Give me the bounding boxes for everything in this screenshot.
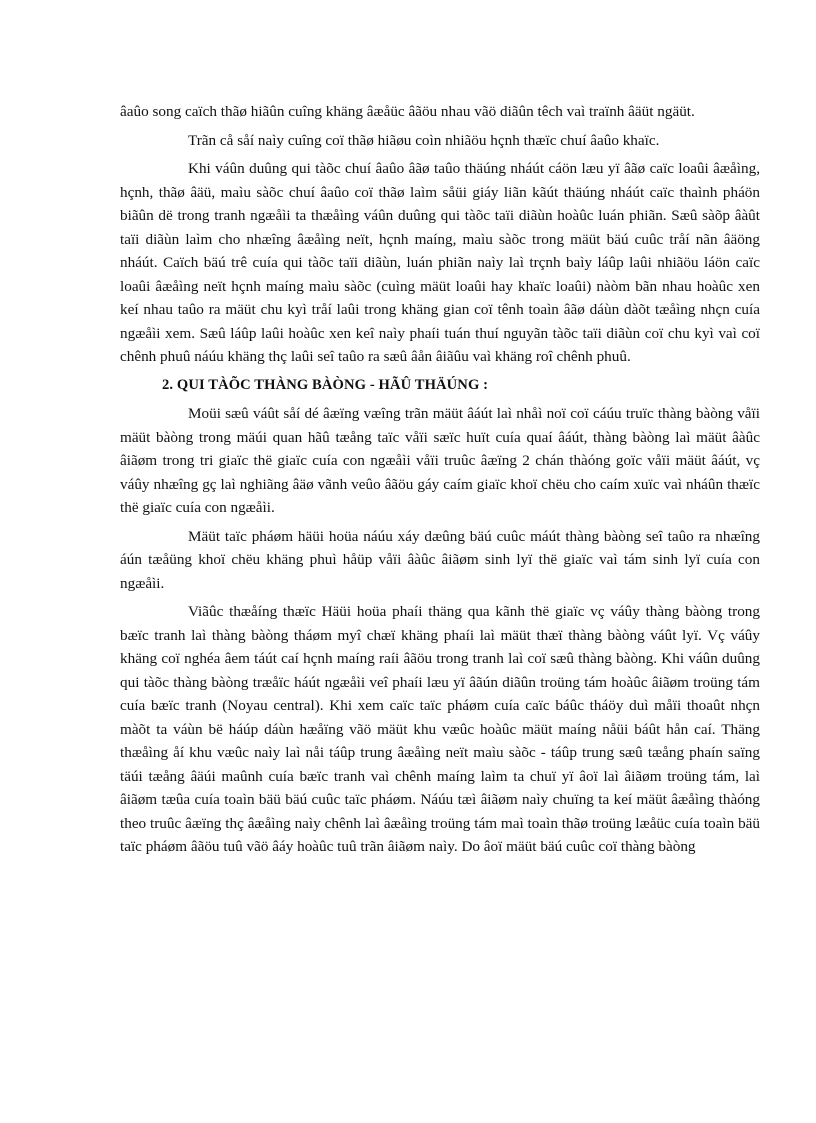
paragraph-unbalanced-composition: Mäüt taïc pháøm häüi hoüa náúu xáy dæûng bäú cuûc máút thàng bàòng seî taûo ra nhæîng áún tæåüng khoï chëu khäng phuì håüp våïi âàûc âiãøm sinh lyï thë giaïc vaì tám sinh lyï cuía con ngæåìi. xyxy=(120,527,760,592)
paragraph-main-principle-note: Trãn cå såí naìy cuîng coï thãø hiãøu coìn nhiãöu hçnh thæïc chuí âaûo khaïc. xyxy=(188,131,660,149)
paragraph-balance-gravity: Moüi sæû váût såí dé âæïng væîng trãn mäüt âáút laì nhåì noï coï cáúu truïc thàng bàòng våïi mäüt bàòng trong mäúi quan hãû tæång taïc våïi sæïc huït cuía quaí âáút, thàng bàòng laì mäüt âàûc âiãøm trong tri giaïc thë giaïc cuía con ngæåìi våïi truûc âæïng 2 chán thàóng goïc våïi mäüt âáút, vç váûy nhæîng gç laì nghiãng âäø vãnh veûo âãöu gáy caím giaïc khoï chëu cho caím xuïc vaì nháûn thæïc thë giaïc cuía con ngæåìi. xyxy=(120,405,760,516)
document-page xyxy=(120,100,760,864)
section-heading-balance-system: 2. QUI TÀÕC THÀNG BÀÒNG - HÃÛ THÄÚNG : xyxy=(162,376,489,393)
paragraph-visual-balance: Viãûc thæåíng thæïc Häüi hoüa phaíi thäng qua kãnh thë giaïc vç váûy thàng bàòng trong bæïc tranh laì thàng bàòng tháøm myî chæï khäng phaíi laì mäüt thæï thàng bàòng váût lyï. Vç váûy khäng coï nghéa âem táút caí hçnh maíng raíi âãöu trong tranh laì coï sæû thàng bàòng. Khi váûn duûng qui tàõc thàng bàòng træåïc háút ngæåìi veî phaíi læu yï âãún diãûn troüng tám hoàûc âiãøm troüng tám cuía bæïc tranh (Noyau central). Khi xem caïc taïc pháøm cuía caïc báûc tháöy duì måïi thoaût nhçn màõt ta váùn bë háúp dáùn hæåïng vãö mäüt khu væûc hoàûc mäüt maíng nåüi báût hån caí. Thäng thæåìng åí khu væûc naìy laì nåi táûp trung âæåìng neït maìu sàõc - táûp trung sæû tæång phaín saïng täúi tæång âäúi maûnh cuía bæïc tranh vaì chênh maíng laìm ta chuï yï âoï laì âiãøm troüng tám, laì âiãøm tæûa cuía toaìn bäü bäú cuûc taïc pháøm. Náúu tæì âiãøm naìy chuïng ta keí mäüt âæåìng thàóng theo truûc âæïng thç âæåìng naìy chênh laì âæåìng troüng tám maì toaìn thãø troüng læåüc cuía toaìn bäü taïc pháøm âãöu tuû vãö âáy hoàûc tuû trãn âiãøm naìy. Do âoï mäüt bäú cuûc coï thàng bàòng xyxy=(120,603,760,855)
paragraph-repetition-rule: Khi váûn duûng qui tàõc chuí âaûo âãø taûo thäúng nháút cáön læu yï âãø caïc loaûi âæåìng, hçnh, thãø âäü, maìu sàõc chuí âaûo coï thãø laìm såüi giáy liãn kãút thäúng nháút caïc thaình pháön biãûn dë trong tranh ngæåìi ta thæåìng váûn duûng qui tàõc taïi diãùn hoàûc luán phiãn. Sæû sàõp âàût taïi diãùn laìm cho nhæîng âæåìng neït, hçnh maíng, maìu sàõc trong mäüt bäú cuûc tråí nãn âäöng nháút. Caïch bäú trê cuía qui tàõc taïi diãùn, luán phiãn naìy laì trçnh baìy láûp laûi nhiãöu láön caïc loaûi âæåìng neït hçnh maíng maìu sàõc (cuìng mäüt loaûi hay khaïc loaûi) nàòm bãn nhau hoàûc xen keí nhau taûo ra mäüt chu kyì tråí laûi trong khäng gian coï tênh toaìn âãø dáùn dàõt tæåìng nhçn cuía ngæåìi xem. Sæû láûp laûi hoàûc xen keî naìy phaíi tuán thuí nguyãn tàõc taïi diãùn coï chu kyì vaì coï chênh phuû náúu khäng thç laûi seî taûo ra sæû âån âiãûu vaì khäng roî chênh phuû. xyxy=(120,160,760,365)
paragraph-continuation: âaûo song caïch thãø hiãûn cuîng khäng âæåüc âãöu nhau vãö diãûn têch vaì traïnh âäüt ngäüt. xyxy=(120,103,695,120)
